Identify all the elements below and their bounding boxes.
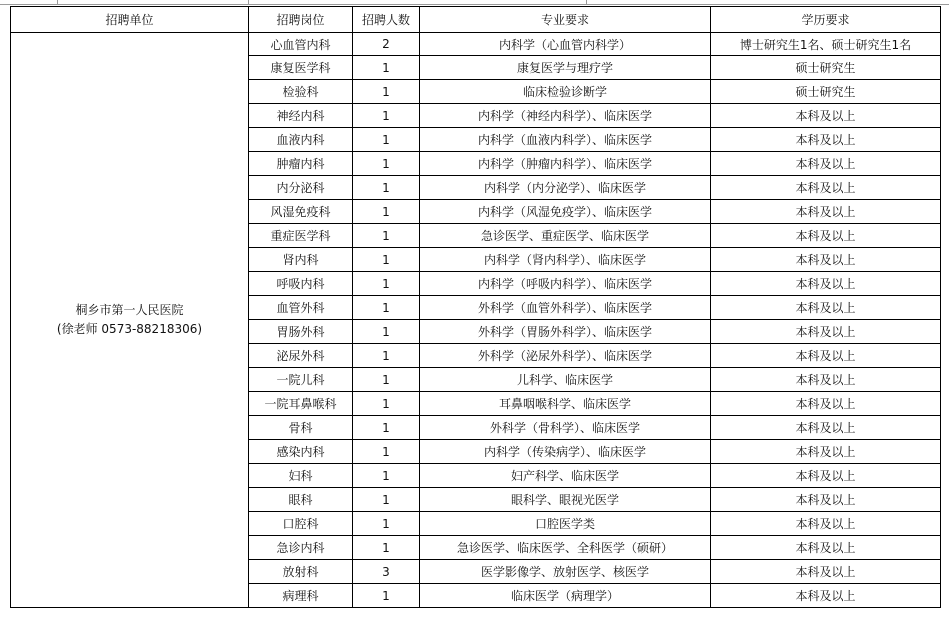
position-cell: 康复医学科	[249, 56, 353, 80]
position-cell: 肾内科	[249, 248, 353, 272]
education-cell: 本科及以上	[711, 320, 941, 344]
recruitment-table	[10, 6, 941, 608]
header-major: 专业要求	[420, 7, 711, 33]
major-cell: 临床医学（病理学）	[420, 584, 711, 608]
major-cell: 临床检验诊断学	[420, 80, 711, 104]
table-row	[11, 33, 941, 56]
top-border-line	[0, 0, 949, 5]
count-cell: 2	[353, 33, 420, 56]
unit-name: 桐乡市第一人民医院	[75, 303, 184, 317]
major-cell: 口腔医学类	[420, 512, 711, 536]
education-cell: 本科及以上	[711, 224, 941, 248]
position-cell: 妇科	[249, 464, 353, 488]
border-tick	[57, 0, 58, 4]
major-cell: 内科学（呼吸内科学）、临床医学	[420, 272, 711, 296]
unit-contact: (徐老师 0573-88218306)	[56, 322, 203, 336]
position-cell: 胃肠外科	[249, 320, 353, 344]
count-cell: 1	[353, 56, 420, 80]
education-cell: 本科及以上	[711, 488, 941, 512]
major-cell: 外科学（胃肠外科学）、临床医学	[420, 320, 711, 344]
position-cell: 呼吸内科	[249, 272, 353, 296]
header-row	[11, 7, 941, 33]
position-cell: 泌尿外科	[249, 344, 353, 368]
major-cell: 内科学（血液内科学）、临床医学	[420, 128, 711, 152]
count-cell: 1	[353, 128, 420, 152]
position-cell: 感染内科	[249, 440, 353, 464]
education-cell: 本科及以上	[711, 464, 941, 488]
education-cell: 本科及以上	[711, 440, 941, 464]
count-cell: 1	[353, 152, 420, 176]
education-cell: 本科及以上	[711, 560, 941, 584]
header-position: 招聘岗位	[249, 7, 353, 33]
education-cell: 本科及以上	[711, 128, 941, 152]
position-cell: 内分泌科	[249, 176, 353, 200]
unit-cell	[11, 33, 249, 608]
position-cell: 口腔科	[249, 512, 353, 536]
education-cell: 本科及以上	[711, 104, 941, 128]
count-cell: 1	[353, 344, 420, 368]
header-unit: 招聘单位	[11, 7, 249, 33]
count-cell: 1	[353, 488, 420, 512]
count-cell: 3	[353, 560, 420, 584]
major-cell: 内科学（风湿免疫学）、临床医学	[420, 200, 711, 224]
count-cell: 1	[353, 320, 420, 344]
education-cell: 本科及以上	[711, 272, 941, 296]
count-cell: 1	[353, 392, 420, 416]
border-tick	[248, 0, 249, 4]
education-cell: 本科及以上	[711, 512, 941, 536]
major-cell: 耳鼻咽喉科学、临床医学	[420, 392, 711, 416]
count-cell: 1	[353, 512, 420, 536]
count-cell: 1	[353, 200, 420, 224]
major-cell: 内科学（肾内科学）、临床医学	[420, 248, 711, 272]
position-cell: 检验科	[249, 80, 353, 104]
education-cell: 本科及以上	[711, 584, 941, 608]
major-cell: 眼科学、眼视光医学	[420, 488, 711, 512]
position-cell: 急诊内科	[249, 536, 353, 560]
count-cell: 1	[353, 584, 420, 608]
education-cell: 硕士研究生	[711, 80, 941, 104]
count-cell: 1	[353, 248, 420, 272]
major-cell: 医学影像学、放射医学、核医学	[420, 560, 711, 584]
position-cell: 肿瘤内科	[249, 152, 353, 176]
count-cell: 1	[353, 440, 420, 464]
position-cell: 神经内科	[249, 104, 353, 128]
position-cell: 重症医学科	[249, 224, 353, 248]
education-cell: 本科及以上	[711, 392, 941, 416]
major-cell: 内科学（肿瘤内科学）、临床医学	[420, 152, 711, 176]
education-cell: 本科及以上	[711, 344, 941, 368]
position-cell: 血液内科	[249, 128, 353, 152]
education-cell: 本科及以上	[711, 416, 941, 440]
major-cell: 外科学（泌尿外科学）、临床医学	[420, 344, 711, 368]
header-count: 招聘人数	[353, 7, 420, 33]
position-cell: 病理科	[249, 584, 353, 608]
count-cell: 1	[353, 416, 420, 440]
major-cell: 康复医学与理疗学	[420, 56, 711, 80]
position-cell: 心血管内科	[249, 33, 353, 56]
position-cell: 风湿免疫科	[249, 200, 353, 224]
major-cell: 外科学（骨科学）、临床医学	[420, 416, 711, 440]
education-cell: 硕士研究生	[711, 56, 941, 80]
education-cell: 博士研究生1名、硕士研究生1名	[711, 33, 941, 56]
major-cell: 内科学（内分泌学）、临床医学	[420, 176, 711, 200]
count-cell: 1	[353, 224, 420, 248]
border-tick	[586, 0, 587, 4]
count-cell: 1	[353, 176, 420, 200]
education-cell: 本科及以上	[711, 152, 941, 176]
position-cell: 眼科	[249, 488, 353, 512]
position-cell: 放射科	[249, 560, 353, 584]
count-cell: 1	[353, 464, 420, 488]
education-cell: 本科及以上	[711, 368, 941, 392]
major-cell: 内科学（传染病学）、临床医学	[420, 440, 711, 464]
major-cell: 儿科学、临床医学	[420, 368, 711, 392]
education-cell: 本科及以上	[711, 176, 941, 200]
count-cell: 1	[353, 368, 420, 392]
education-cell: 本科及以上	[711, 200, 941, 224]
major-cell: 内科学（神经内科学）、临床医学	[420, 104, 711, 128]
position-cell: 血管外科	[249, 296, 353, 320]
major-cell: 妇产科学、临床医学	[420, 464, 711, 488]
education-cell: 本科及以上	[711, 536, 941, 560]
count-cell: 1	[353, 296, 420, 320]
major-cell: 外科学（血管外科学）、临床医学	[420, 296, 711, 320]
major-cell: 内科学（心血管内科学）	[420, 33, 711, 56]
major-cell: 急诊医学、重症医学、临床医学	[420, 224, 711, 248]
count-cell: 1	[353, 104, 420, 128]
major-cell: 急诊医学、临床医学、全科医学（硕研）	[420, 536, 711, 560]
header-education: 学历要求	[711, 7, 941, 33]
count-cell: 1	[353, 536, 420, 560]
position-cell: 一院耳鼻喉科	[249, 392, 353, 416]
education-cell: 本科及以上	[711, 248, 941, 272]
count-cell: 1	[353, 80, 420, 104]
position-cell: 一院儿科	[249, 368, 353, 392]
education-cell: 本科及以上	[711, 296, 941, 320]
count-cell: 1	[353, 272, 420, 296]
position-cell: 骨科	[249, 416, 353, 440]
table-body	[11, 33, 941, 608]
